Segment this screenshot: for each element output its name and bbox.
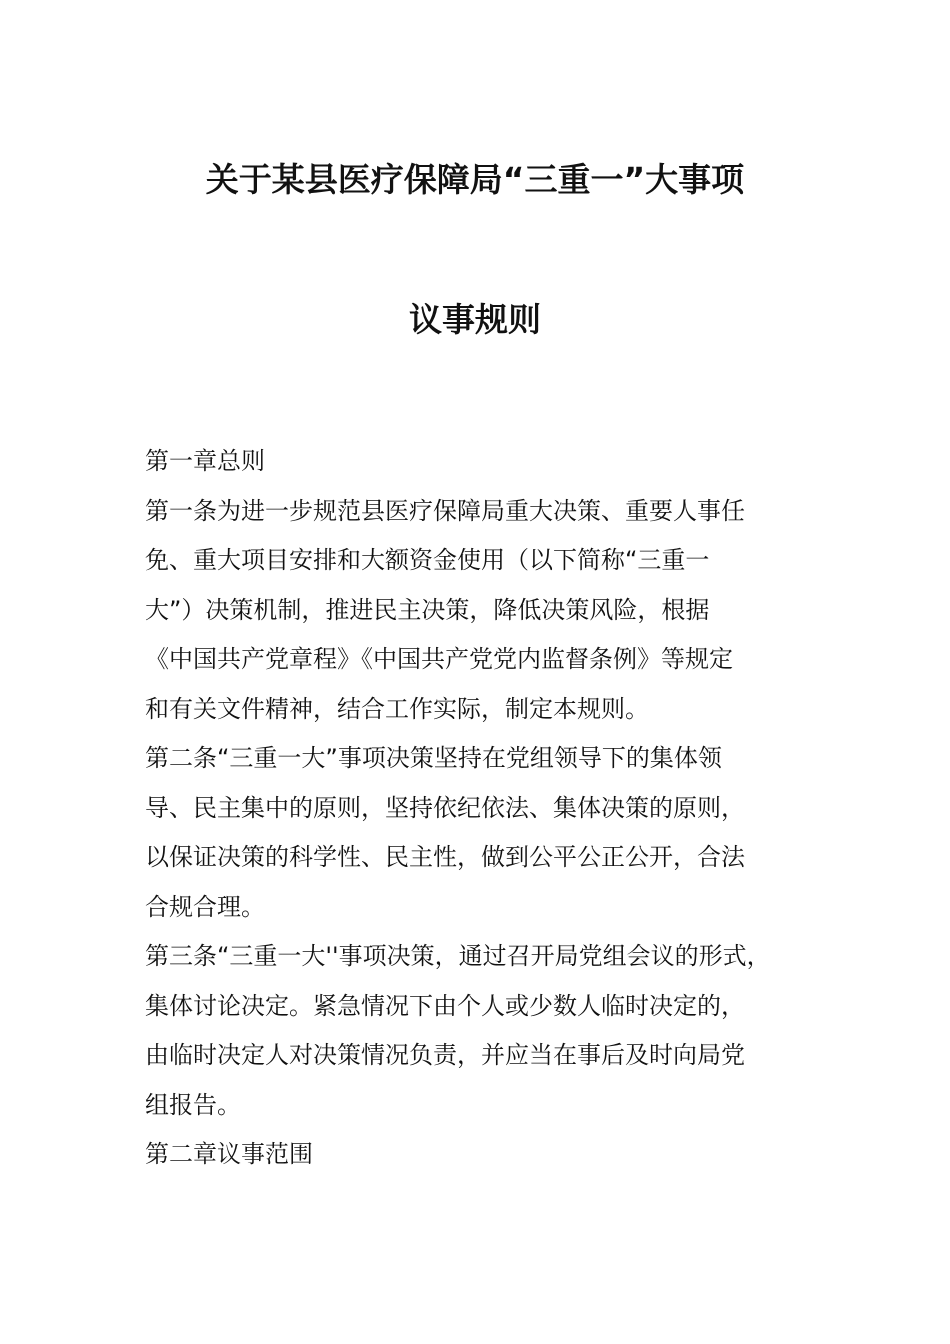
text-line: 以保证决策的科学性、民主性，做到公平公正公开，合法 — [145, 843, 745, 871]
document-title-line-2: 议事规则 — [409, 300, 541, 339]
text-line: 由临时决定人对决策情况负责，并应当在事后及时向局党 — [145, 1041, 745, 1069]
text-line: 第二条“三重一大”事项决策坚持在党组领导下的集体领 — [145, 744, 722, 772]
chapter-heading-1 — [145, 437, 845, 487]
text-line: 第一章总则 — [145, 447, 265, 475]
text-line: 《中国共产党章程》《中国共产党党内监督条例》等规定 — [145, 645, 733, 673]
text-line: 导、民主集中的原则，坚持依纪依法、集体决策的原则， — [145, 793, 745, 822]
text-line: 集体讨论决定。紧急情况下由个人或少数人临时决定的， — [145, 991, 745, 1020]
text-line: 第二章议事范围 — [145, 1140, 313, 1168]
document-body — [145, 437, 845, 1180]
chapter-heading-2 — [145, 1130, 845, 1180]
text-line: 第三条“三重一大''事项决策，通过召开局党组会议的形式， — [145, 942, 771, 970]
article-1 — [145, 487, 845, 735]
text-line: 免、重大项目安排和大额资金使用（以下简称“三重一 — [145, 546, 710, 574]
text-line: 第一条为进一步规范县医疗保障局重大决策、重要人事任 — [145, 496, 745, 525]
text-line: 组报告。 — [145, 1090, 241, 1119]
document-title-line-1: 关于某县医疗保障局“三重一”大事项 — [205, 160, 745, 199]
article-2 — [145, 734, 845, 932]
text-line: 合规合理。 — [145, 892, 265, 921]
text-line: 和有关文件精神，结合工作实际，制定本规则。 — [145, 694, 649, 723]
article-3 — [145, 932, 845, 1130]
text-line: 大”）决策机制，推进民主决策，降低决策风险，根据 — [145, 595, 710, 624]
